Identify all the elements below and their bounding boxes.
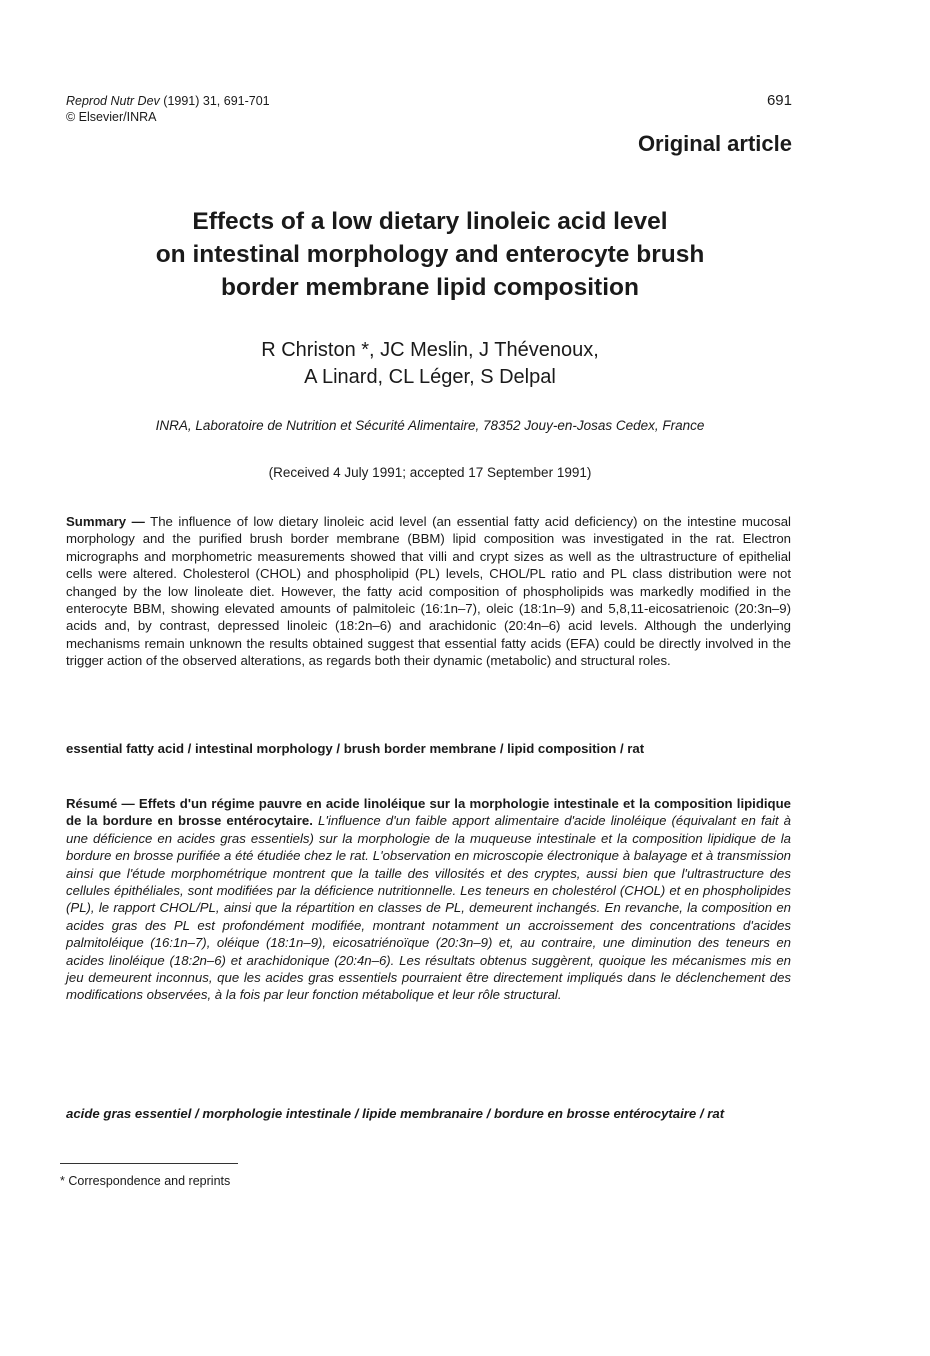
journal-details: (1991) 31, 691-701 bbox=[163, 94, 270, 108]
journal-name: Reprod Nutr Dev bbox=[66, 94, 160, 108]
resume-label: Résumé — Effets d'un régime pauvre en acide linoléique sur la morphologie intestinale et la composition lipidique de la bordure en brosse entérocytaire. bbox=[66, 796, 791, 829]
resume-text: L'influence d'un faible apport alimentaire d'acide linoléique (équivalant en fait à une déficience en acides gras essentiels) sur la morphologie de la muqueuse intestinale et la composition lipidique de la bordure en brosse purifiée a été étudiée chez le rat. L'observation en microscopie électronique à balayage et à transmission ainsi que l'étude morphométrique montrent que la taille des villosités et des cryptes, aussi bien que l'ultrastructure des cellules épithéliales, sont modifiées par la déficience nutritionnelle. Les teneurs en cholestérol (CHOL) et en phospholipides (PL), le rapport CHOL/PL, ainsi que la répartition en classes de PL, demeurent inchangés. En revanche, la composition en acides gras des PL est profondément modifiée, montrant notamment un accroissement des concentrations d'acides palmitoléique (16:1n–7), oléique (18:1n–9), eicosatriénoïque (20:3n–9) et, au contraire, une diminution des teneurs en acides linoléique (18:2n–6) et arachidonique (20:4n–6). Les résultats obtenus suggèrent, quoique les mécanismes mis en jeu demeurent inconnus, que les acides gras essentiels pourraient être directement impliqués dans le déclenchement des modifications observées, à la fois par leur fonction métabolique et leur rôle structural. bbox=[66, 813, 791, 1003]
author-line: A Linard, CL Léger, S Delpal bbox=[304, 366, 556, 388]
resume-paragraph bbox=[66, 795, 791, 1004]
footnote: * Correspondence and reprints bbox=[60, 1174, 231, 1188]
summary-text: The influence of low dietary linoleic acid level (an essential fatty acid deficiency) on the intestine mucosal morphology and the purified brush border membrane (BBM) lipid composition was investigated in the rat. Electron micrographs and morphometric measurements showed that villi and crypt sizes as well as the ultrastructure of epithelial cells were altered. Cholesterol (CHOL) and phospholipid (PL) levels, CHOL/PL ratio and PL class distribution were not changed by the low linoleate diet. However, the fatty acid composition of phospholipids was markedly modified in the enterocyte BBM, showing elevated amounts of palmitoleic (16:1n–7), oleic (18:1n–9) and 5,8,11-eicosatrienoic (20:3n–9) acids and, by contrast, depressed linoleic (18:2n–6) and arachidonic (20:4n–6) acid levels. Although the underlying mechanisms remain unknown the results obtained suggest that essential fatty acids (EFA) could be directly involved in the trigger action of the observed alterations, as regards both their dynamic (metabolic) and structural roles. bbox=[66, 514, 791, 669]
summary-paragraph bbox=[66, 513, 791, 670]
footnote-divider bbox=[60, 1163, 238, 1164]
author-line: R Christon *, JC Meslin, J Thévenoux, bbox=[261, 339, 599, 361]
article-title bbox=[80, 205, 780, 304]
title-line: on intestinal morphology and enterocyte brush bbox=[155, 241, 705, 268]
mots-cles: acide gras essentiel / morphologie intestinale / lipide membranaire / bordure en brosse entérocytaire / rat bbox=[66, 1106, 725, 1121]
keywords: essential fatty acid / intestinal morphology / brush border membrane / lipid composition / rat bbox=[66, 741, 645, 756]
title-line: border membrane lipid composition bbox=[221, 274, 639, 301]
received-dates: (Received 4 July 1991; accepted 17 September 1991) bbox=[268, 465, 592, 480]
page-number: 691 bbox=[766, 92, 792, 109]
summary-label: Summary — bbox=[66, 514, 145, 529]
journal-citation bbox=[66, 93, 270, 125]
affiliation: INRA, Laboratoire de Nutrition et Sécurité Alimentaire, 78352 Jouy-en-Josas Cedex, France bbox=[155, 418, 705, 433]
publisher: © Elsevier/INRA bbox=[66, 110, 157, 124]
title-line: Effects of a low dietary linoleic acid level bbox=[192, 208, 668, 235]
article-type: Original article bbox=[637, 131, 792, 156]
authors bbox=[80, 337, 780, 391]
